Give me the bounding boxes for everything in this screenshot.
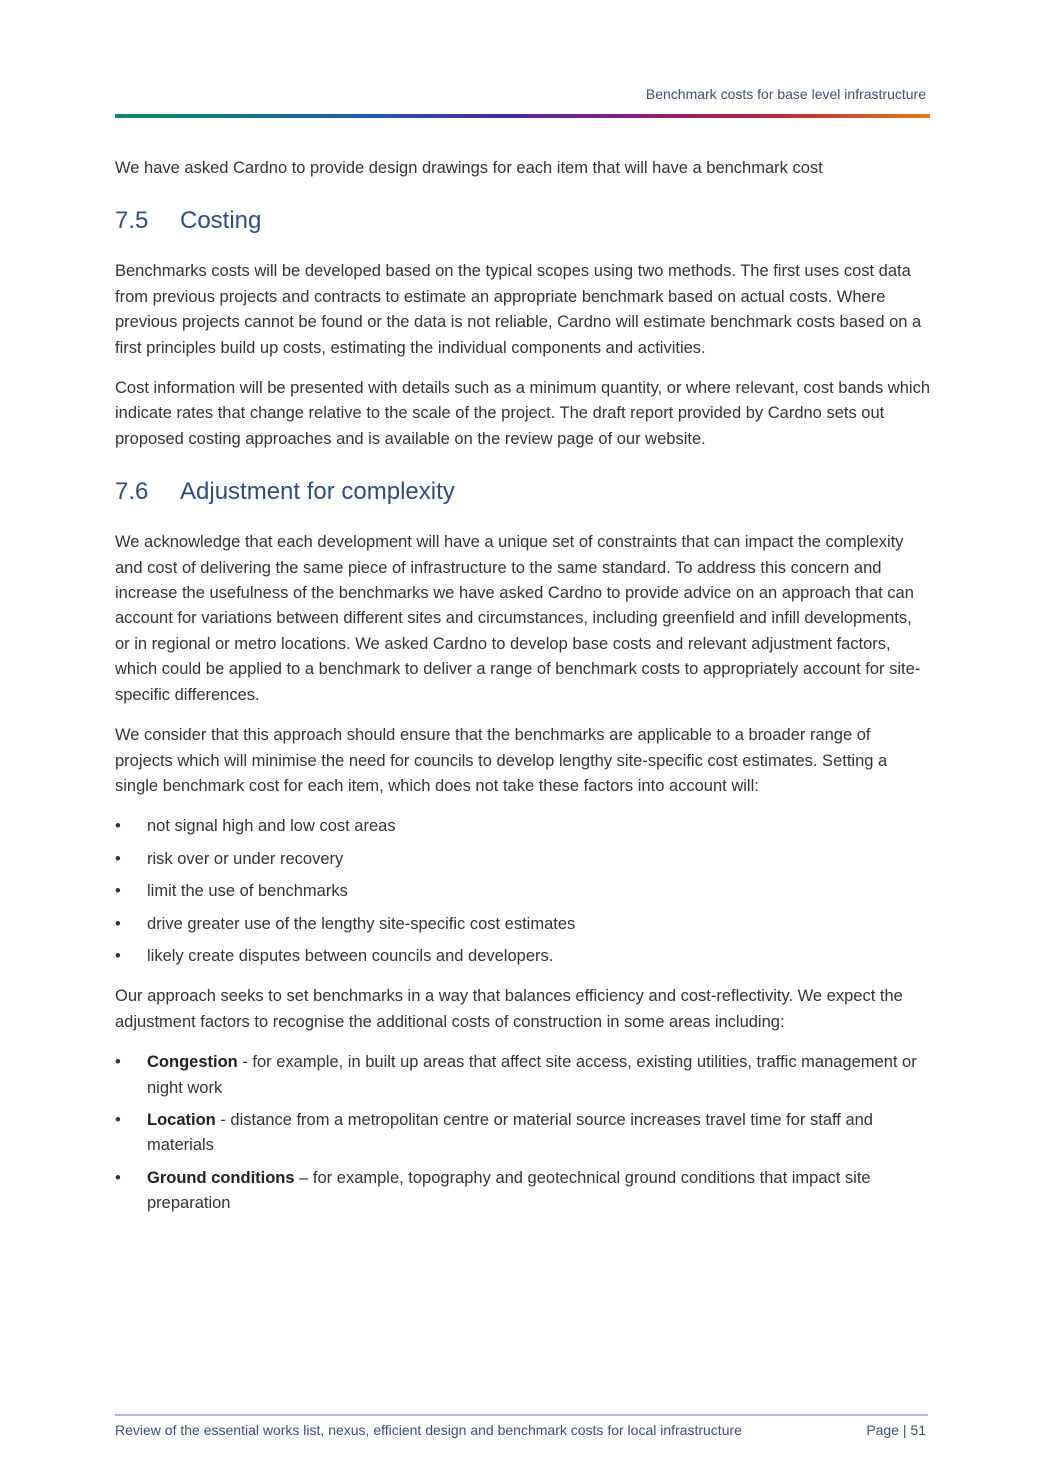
bullet-icon: • <box>115 1110 121 1129</box>
paragraph: Our approach seeks to set benchmarks in a way that balances efficiency and cost-reflectivity. We expect the adjustment factors to recognise the additional costs of construction in some areas including: <box>115 987 903 1031</box>
paragraph: We consider that this approach should ensure that the benchmarks are applicable to a broader range of projects which will minimise the need for councils to develop lengthy site-specific cost estimates. Setting a single benchmark cost for each item, which does not take these factors into account will: <box>115 726 888 795</box>
section-number: 7.5 <box>115 207 149 235</box>
list-item: • Congestion - for example, in built up areas that affect site access, existing utilities, traffic management or night work <box>115 1050 930 1101</box>
bullet-icon: • <box>115 914 121 933</box>
section-heading-adjustment <box>115 478 930 506</box>
running-header: Benchmark costs for base level infrastructure <box>645 86 926 102</box>
bullet-icon: • <box>115 882 121 901</box>
page-number: Page | 51 <box>866 1422 926 1438</box>
bullet-list <box>115 814 930 969</box>
paragraph: Cost information will be presented with details such as a minimum quantity, or where relevant, cost bands which indicate rates that change relative to the scale of the project. The draft report provided by Cardno sets out proposed costing approaches and is available on the review page of our website. <box>115 379 930 448</box>
factor-term: Congestion <box>147 1053 238 1072</box>
intro-paragraph: We have asked Cardno to provide design drawings for each item that will have a benchmark cost <box>115 159 823 177</box>
section-heading-costing <box>115 207 930 235</box>
header-gradient-rule <box>115 114 930 118</box>
list-item: • limit the use of benchmarks <box>115 879 930 904</box>
paragraph: We acknowledge that each development will have a unique set of constraints that can impact the complexity and cost of delivering the same piece of infrastructure to the same standard. To address this concern and increase the usefulness of the benchmarks we have asked Cardno to provide advice on an approach that can account for variations between different sites and circumstances, including greenfield and infill developments, or in regional or metro locations. We asked Cardno to develop base costs and relevant adjustment factors, which could be applied to a benchmark to deliver a range of benchmark costs to appropriately account for site-specific differences. <box>115 533 921 704</box>
list-item: • drive greater use of the lengthy site-specific cost estimates <box>115 912 930 937</box>
factor-list <box>115 1050 930 1216</box>
bullet-icon: • <box>115 817 121 836</box>
section-title: Adjustment for complexity <box>180 478 455 506</box>
list-item: • Location - distance from a metropolitan centre or material source increases travel time for staff and materials <box>115 1108 930 1159</box>
bullet-icon: • <box>115 1168 121 1187</box>
factor-term: Location <box>147 1110 216 1129</box>
footer-document-title: Review of the essential works list, nexus, efficient design and benchmark costs for local infrastructure <box>115 1422 742 1438</box>
list-item: • Ground conditions – for example, topography and geotechnical ground conditions that impact site preparation <box>115 1166 930 1217</box>
section-title: Costing <box>180 207 262 235</box>
bullet-icon: • <box>115 946 121 965</box>
list-item: • risk over or under recovery <box>115 847 930 872</box>
bullet-icon: • <box>115 1053 121 1072</box>
bullet-icon: • <box>115 849 121 868</box>
list-item: • likely create disputes between councils and developers. <box>115 944 930 969</box>
page-content <box>115 156 930 1232</box>
footer-rule <box>115 1414 928 1416</box>
paragraph: Benchmarks costs will be developed based on the typical scopes using two methods. The first uses cost data from previous projects and contracts to estimate an appropriate benchmark based on actual costs. Where previous projects cannot be found or the data is not reliable, Cardno will estimate benchmark costs based on a first principles build up costs, estimating the individual components and activities. <box>115 262 922 357</box>
list-item: • not signal high and low cost areas <box>115 814 930 839</box>
factor-term: Ground conditions <box>147 1168 295 1187</box>
section-number: 7.6 <box>115 478 149 506</box>
